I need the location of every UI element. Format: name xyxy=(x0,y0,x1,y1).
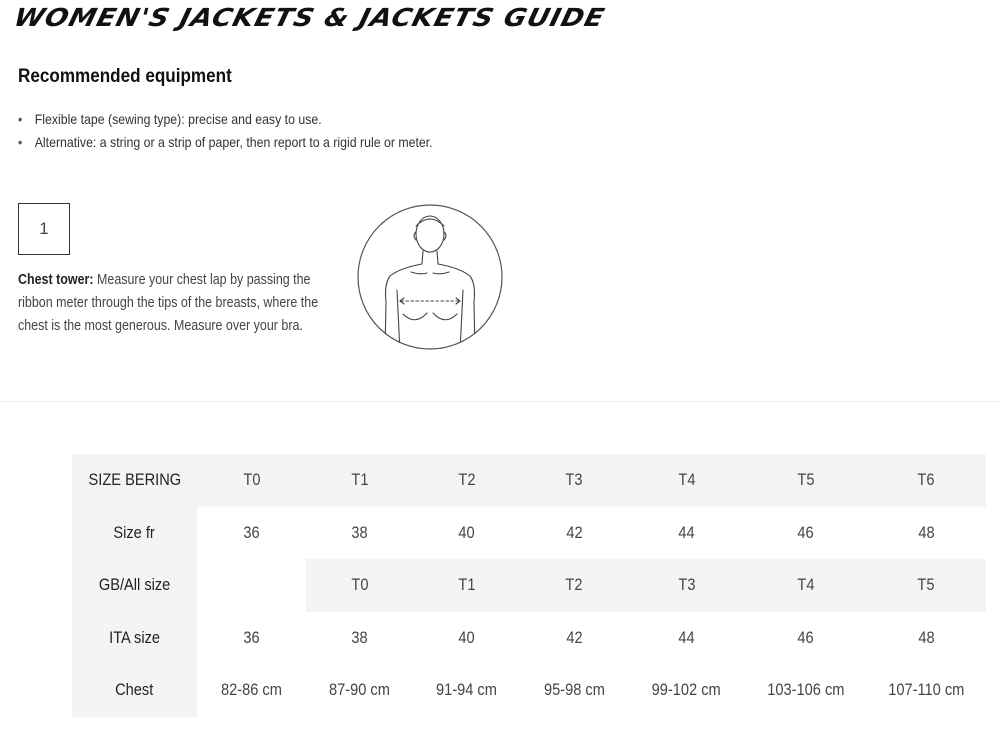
table-cell: 95-98 cm xyxy=(543,680,605,700)
table-cell: 44 xyxy=(678,522,695,542)
equipment-item-text: Flexible tape (sewing type): precise and easy to use. xyxy=(34,111,322,127)
table-cell: 40 xyxy=(458,627,475,647)
table-cell: 107-110 cm xyxy=(887,680,965,700)
table-cell: 46 xyxy=(797,522,814,542)
table-cell: T5 xyxy=(745,454,866,507)
table-cell xyxy=(197,559,306,612)
table-row xyxy=(72,507,986,560)
table-row xyxy=(72,454,986,507)
table-cell: 87-90 cm xyxy=(329,680,390,700)
table-row xyxy=(72,559,986,612)
equipment-heading: Recommended equipment xyxy=(18,66,232,87)
table-cell: 103-106 cm xyxy=(766,680,845,700)
equipment-list xyxy=(18,110,489,156)
table-cell: T0 xyxy=(197,454,306,507)
table-cell: T1 xyxy=(413,559,520,612)
table-cell: 36 xyxy=(243,627,260,647)
table-cell: T4 xyxy=(745,559,866,612)
table-cell: 38 xyxy=(351,522,368,542)
step-description xyxy=(18,269,328,338)
step-label: Chest tower: xyxy=(18,272,94,288)
chest-measurement-icon xyxy=(355,202,505,352)
table-cell: 42 xyxy=(565,627,583,647)
list-item xyxy=(18,133,433,156)
row-label: GB/All size xyxy=(72,559,197,612)
table-cell: 48 xyxy=(917,627,935,647)
table-cell: T0 xyxy=(306,559,413,612)
table-cell: 36 xyxy=(243,522,260,542)
page-title: WOMEN'S JACKETS & JACKETS GUIDE xyxy=(10,4,608,33)
section-divider xyxy=(0,401,1000,402)
table-cell: 99-102 cm xyxy=(651,680,722,700)
table-cell: 82-86 cm xyxy=(221,680,282,700)
step-text: Measure your chest lap by passing the ribbon meter through the tips of the breasts, where the chest is the most generous. Measure over your bra. xyxy=(18,272,319,334)
row-label: Size fr xyxy=(72,507,197,560)
table-cell: T2 xyxy=(413,454,520,507)
table-cell: 46 xyxy=(797,627,814,647)
table-cell: 40 xyxy=(458,522,475,542)
table-cell: 42 xyxy=(565,522,583,542)
table-cell: 91-94 cm xyxy=(436,680,497,700)
table-cell: 48 xyxy=(917,522,935,542)
equipment-item-text: Alternative: a string or a strip of paper, then report to a rigid rule or meter. xyxy=(34,134,433,150)
table-cell: T4 xyxy=(628,454,745,507)
row-label: Chest xyxy=(72,664,197,717)
row-label: SIZE BERING xyxy=(72,454,197,507)
size-table xyxy=(72,454,986,717)
table-cell: T3 xyxy=(520,454,628,507)
table-cell: T3 xyxy=(628,559,745,612)
table-cell: T6 xyxy=(866,454,986,507)
table-row xyxy=(72,664,986,717)
row-label: ITA size xyxy=(72,612,197,665)
table-cell: 44 xyxy=(678,627,695,647)
table-cell: T5 xyxy=(866,559,986,612)
bullet-icon: • xyxy=(18,134,23,150)
bullet-icon: • xyxy=(18,111,23,127)
list-item xyxy=(18,110,433,133)
table-cell: T2 xyxy=(520,559,628,612)
table-cell: T1 xyxy=(306,454,413,507)
step-number-box: 1 xyxy=(18,203,70,255)
table-row xyxy=(72,612,986,665)
table-cell: 38 xyxy=(351,627,368,647)
